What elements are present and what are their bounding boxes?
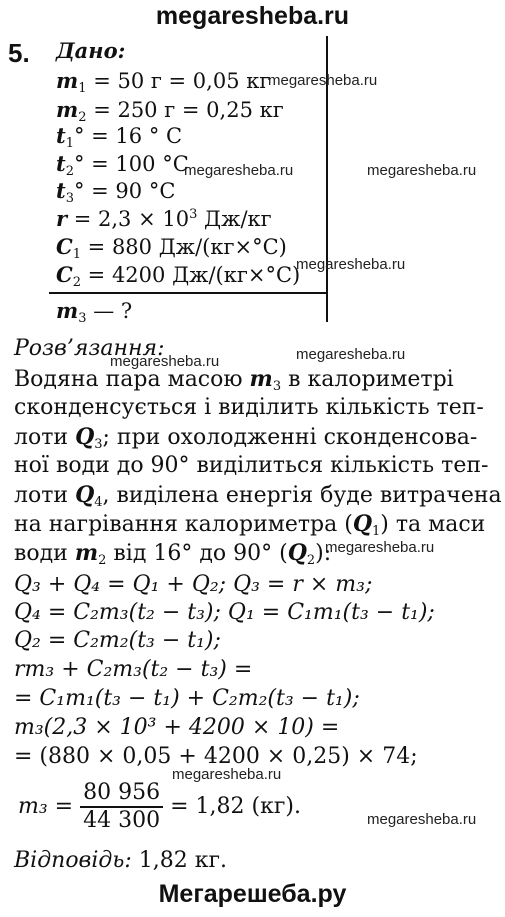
watermark: megaresheba.ru: [172, 766, 282, 783]
watermark: megaresheba.ru: [268, 72, 378, 89]
result-fraction: [80, 780, 163, 834]
problem-number: 5.: [8, 38, 30, 68]
given-c1: $C_1 = 880$ Дж/(кг×°C): [56, 234, 287, 262]
solution-text-line: на нагрівання калориметра $(Q_1)$ та маси: [14, 511, 486, 539]
watermark: megaresheba.ru: [184, 162, 294, 179]
given-label: Дано:: [56, 38, 126, 63]
given-m1: $m_1 = 50$ г = 0,05 кг: [56, 68, 271, 96]
site-footer: Мегарешеба.ру: [158, 880, 347, 908]
equation-line: rm₃ + C₂m₃(t₂ − t₃) =: [14, 657, 253, 682]
solution-text-line: сконденсується і виділить кількість теп-: [14, 395, 484, 420]
given-c2: $C_2 = 4200$ Дж/(кг×°C): [56, 262, 301, 290]
result-equation: [18, 780, 301, 834]
solution-text-line: лоти $Q_4$, виділена енергія буде витрачена: [14, 482, 502, 510]
equation-line: = (880 × 0,05 + 4200 × 0,25) × 74;: [14, 744, 418, 769]
given-t2: $t_2^\circ = 100$ °C: [56, 151, 189, 179]
equation-line: Q₄ = C₂m₃(t₂ − t₃); Q₁ = C₁m₁(t₃ − t₁);: [14, 600, 435, 625]
watermark: megaresheba.ru: [367, 162, 477, 179]
result-denominator: 44 300: [83, 808, 161, 833]
answer-label: Відповідь:: [14, 848, 132, 873]
equation-line: Q₃ + Q₄ = Q₁ + Q₂; Q₃ = r × m₃;: [14, 572, 373, 597]
answer-line: [14, 848, 227, 873]
watermark: megaresheba.ru: [325, 539, 435, 556]
solution-text-line: лоти $Q_3$; при охолодженні сконденсова-: [14, 424, 478, 452]
answer-value: 1,82 кг.: [131, 848, 227, 873]
given-r: $r = 2,3 \times 10^3$ Дж/кг: [56, 206, 272, 231]
watermark: megaresheba.ru: [296, 256, 406, 273]
given-t3: $t_3^\circ = 90$ °C: [56, 178, 176, 206]
watermark: megaresheba.ru: [367, 811, 477, 828]
watermark: megaresheba.ru: [296, 346, 406, 363]
equation-line: = C₁m₁(t₃ − t₁) + C₂m₂(t₃ − t₁);: [14, 686, 360, 711]
result-rhs: = 1,82 (кг).: [170, 794, 301, 819]
watermark: megaresheba.ru: [110, 353, 220, 370]
equation-line: Q₂ = C₂m₂(t₃ − t₁);: [14, 628, 221, 653]
result-lhs: m₃ =: [18, 794, 74, 819]
solution-text-line: води $m_2$ від 16° до 90° $(Q_2)$:: [14, 540, 332, 568]
result-numerator: 80 956: [80, 780, 163, 808]
solution-text-line: ної води до 90° виділиться кількість теп-: [14, 453, 489, 478]
find-m3: $m_3$ — ?: [56, 298, 133, 326]
given-divider-horizontal: [49, 292, 328, 294]
solution-label: Розв’язання:: [14, 336, 165, 361]
equation-line: m₃(2,3 × 10³ + 4200 × 10) =: [14, 715, 340, 740]
site-header: megaresheba.ru: [155, 2, 350, 30]
solution-text-line: Водяна пара масою $m_3$ в калориметрі: [14, 366, 454, 394]
given-t1: $t_1^\circ = 16$ ° C: [56, 123, 183, 151]
given-m2: $m_2 = 250$ г = 0,25 кг: [56, 97, 284, 125]
